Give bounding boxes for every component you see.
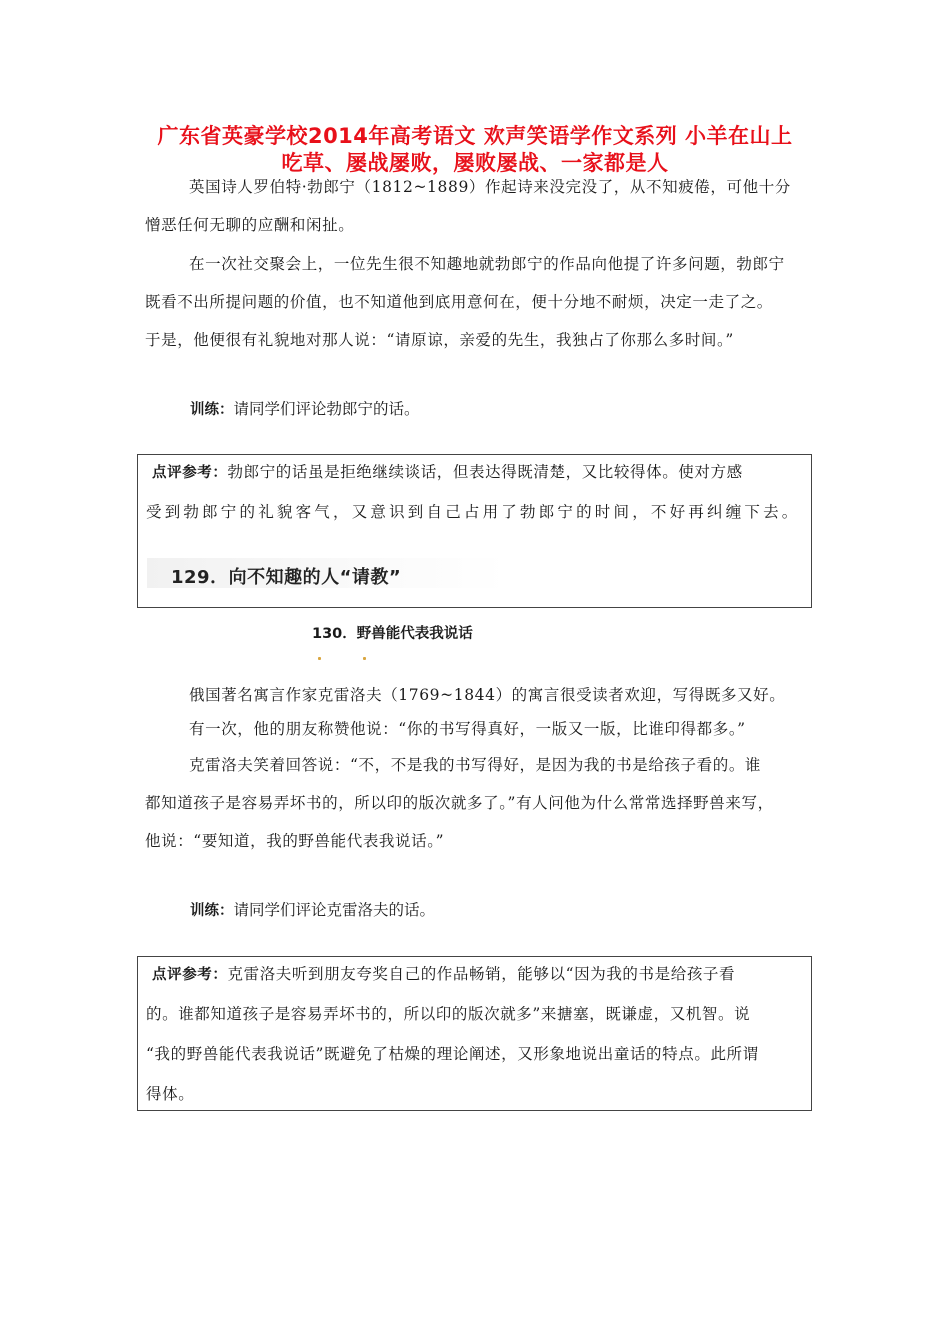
paragraph-line: 憎恶任何无聊的应酬和闲扯。 [145,216,355,234]
section-heading: 130．野兽能代表我说话 [312,626,473,642]
story1-training [190,397,420,422]
story1-paragraph-1 [145,168,815,244]
paragraph-line: 克雷洛夫笑着回答说：“不，不是我的书写得好，是因为我的书是给孩子看的。谁 [189,756,762,774]
paragraph-line: 俄国著名寓言作家克雷洛夫（1769~1844）的寓言很受读者欢迎，写得既多又好。 [189,686,786,704]
training-label: 训练： [190,903,234,919]
paragraph-line: 于是，他便很有礼貌地对那人说：“请原谅，亲爱的先生，我独占了你那么多时间。” [145,331,734,349]
paragraph-line: 既看不出所提问题的价值，也不知道他到底用意何在，便十分地不耐烦，决定一走了之。 [145,293,773,311]
review-line: 受到勃郎宁的礼貌客气，又意识到自己占用了勃郎宁的时间，不好再纠缠下去。 [146,503,801,521]
review-text [146,452,803,532]
story2-training [190,898,435,923]
story2-review-box [137,956,812,1111]
training-label: 训练： [190,402,234,418]
review-line: 克雷洛夫听到朋友夸奖自己的作品畅销，能够以“因为我的书是给孩子看 [227,965,736,983]
paragraph-line: 有一次，他的朋友称赞他说：“你的书写得真好，一版又一版，比谁印得都多。” [189,720,746,738]
paragraph-line: 都知道孩子是容易弄坏书的，所以印的版次就多了。”有人问他为什么常常选择野兽来写， [145,794,774,812]
marker-dot [318,657,321,660]
review-line: “我的野兽能代表我说话”既避免了枯燥的理论阐述，又形象地说出童话的特点。此所谓 [146,1045,759,1063]
training-text: 请同学们评论克雷洛夫的话。 [233,901,436,919]
document-title-line-1: 广东省英豪学校2014年高考语文 欢声笑语学作文系列 小羊在山上 [157,124,793,148]
review-line: 的。谁都知道孩子是容易弄坏书的，所以印的版次就多”来搪塞，既谦虚，又机智。说 [146,1005,751,1023]
review-line: 勃郎宁的话虽是拒绝继续谈话，但表达得既清楚，又比较得体。使对方感 [227,463,743,481]
document-title-line-2: 吃草、屡战屡败，屡败屡战、一家都是人 [281,151,669,175]
story1-paragraph-2 [145,245,815,359]
paragraph-line: 英国诗人罗伯特·勃郎宁（1812~1889）作起诗来没完没了，从不知疲倦，可他十分 [189,178,791,196]
paragraph-line: 他说：“要知道，我的野兽能代表我说话。” [145,832,445,850]
section-stamp-image: 129．向不知趣的人“请教” [147,558,507,588]
story2-body [145,676,815,860]
story1-review-box [137,454,812,608]
training-text: 请同学们评论勃郎宁的话。 [233,400,420,418]
paragraph-line: 在一次社交聚会上，一位先生很不知趣地就勃郎宁的作品向他提了许多问题，勃郎宁 [189,255,785,273]
review-label: 点评参考： [152,465,228,481]
marker-dot [363,657,366,660]
review-label: 点评参考： [152,967,228,983]
review-text [146,954,803,1114]
review-line: 得体。 [146,1085,195,1103]
